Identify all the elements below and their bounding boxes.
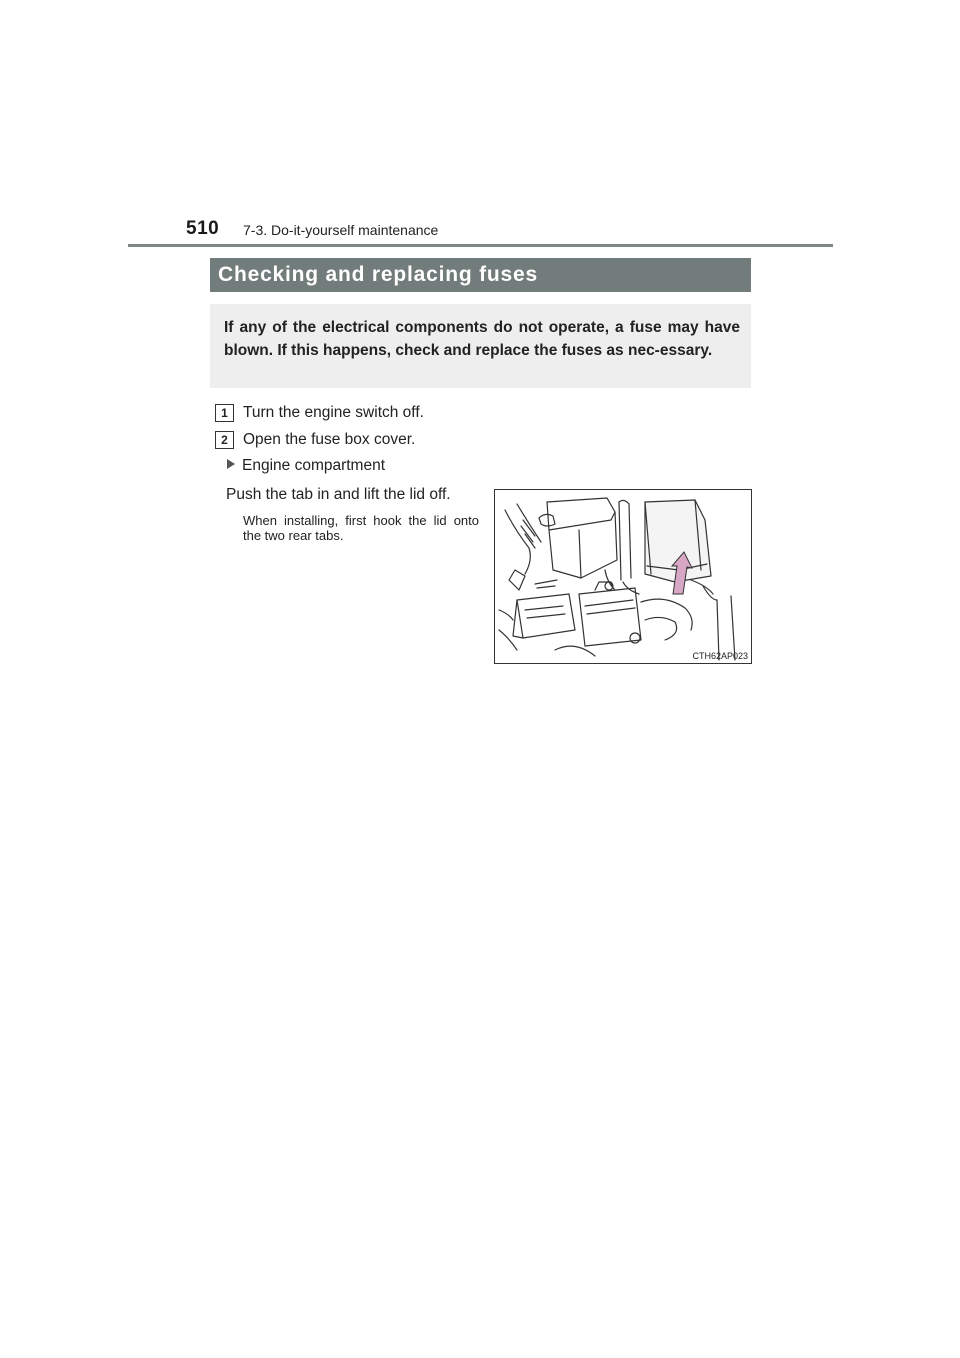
intro-text: If any of the electrical components do not operate, a fuse may have blown. If this happens, check and replace the fuses as nec-essary. <box>224 319 740 359</box>
page-number: 510 <box>186 218 220 239</box>
step-number-badge: 1 <box>215 404 234 422</box>
instruction-text: Push the tab in and lift the lid off. <box>226 486 451 503</box>
figure-code: CTH62AP023 <box>692 651 748 661</box>
step-text: Turn the engine switch off. <box>243 404 424 421</box>
step-number-badge: 2 <box>215 431 234 449</box>
right-triangle-icon <box>227 459 235 469</box>
header-divider <box>128 244 833 247</box>
section-title-bar <box>210 258 751 292</box>
section-label: 7-3. Do-it-yourself maintenance <box>243 222 439 238</box>
installation-note: When installing, first hook the lid onto the two rear tabs. <box>243 513 479 543</box>
location-heading-text: Engine compartment <box>242 457 386 474</box>
section-title: Checking and replacing fuses <box>218 263 538 286</box>
intro-box <box>210 304 751 388</box>
step-text: Open the fuse box cover. <box>243 431 416 448</box>
engine-compartment-illustration <box>494 489 752 664</box>
engine-line-drawing <box>495 490 751 663</box>
location-heading <box>227 457 385 475</box>
